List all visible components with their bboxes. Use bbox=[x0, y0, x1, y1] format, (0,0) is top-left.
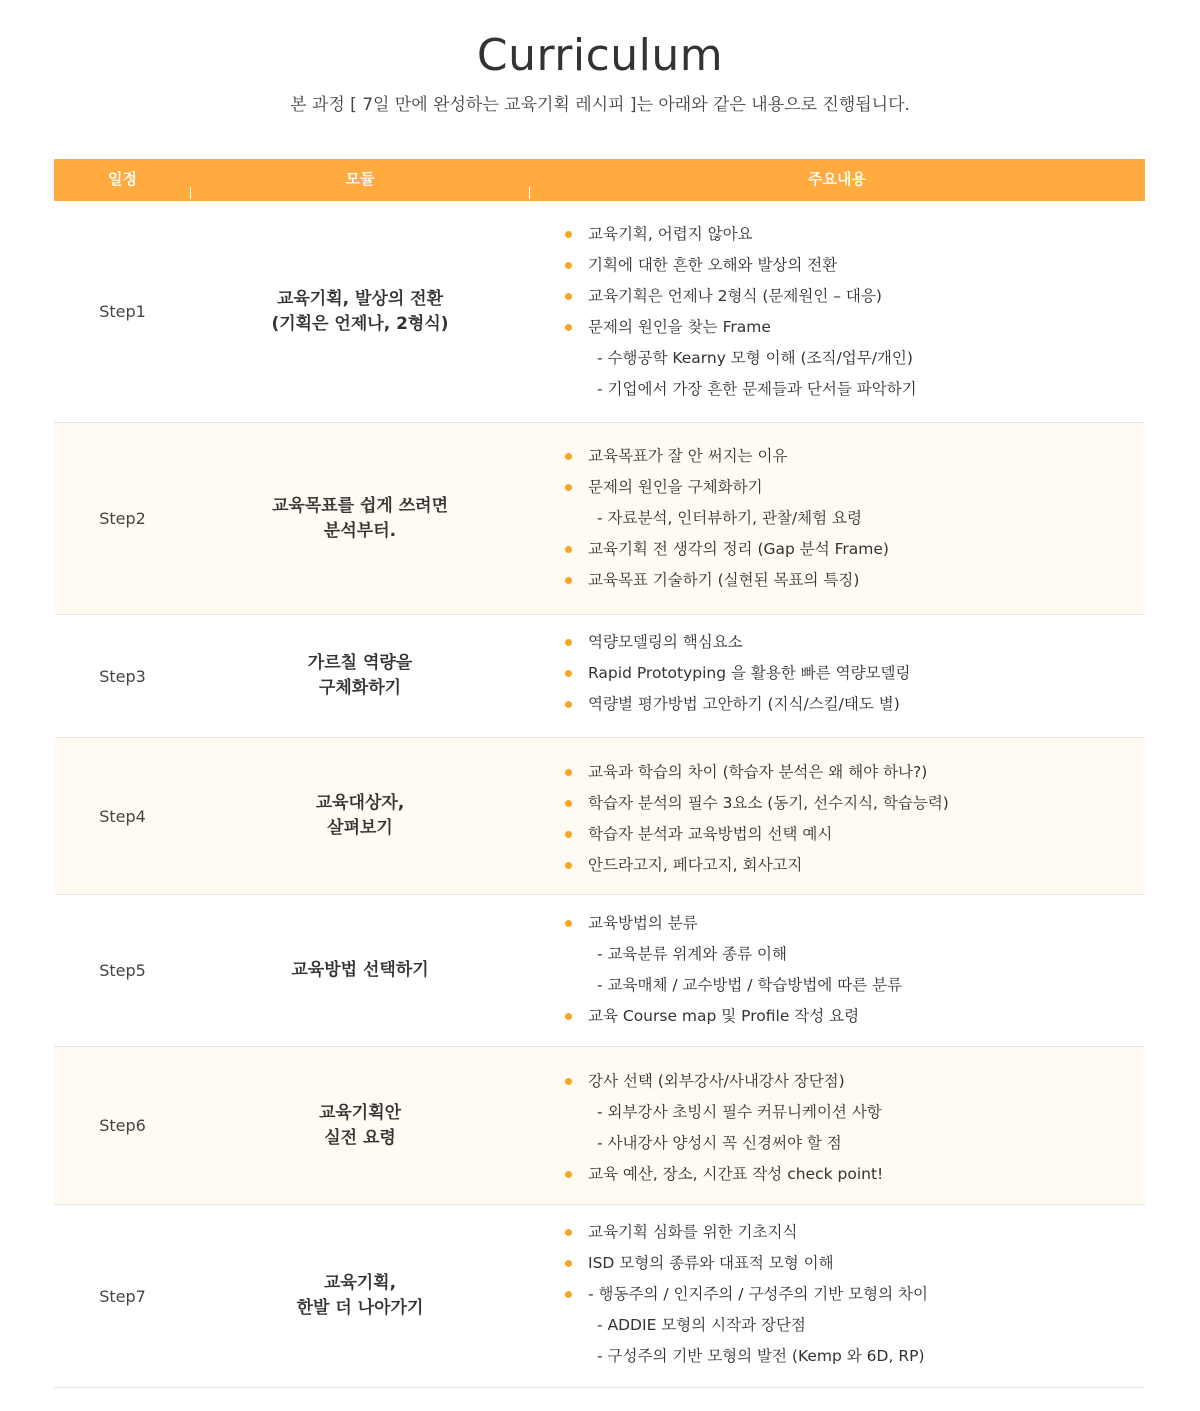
column-header-module: 모듈 bbox=[345, 170, 375, 188]
table-row bbox=[54, 1205, 1145, 1388]
module-cell bbox=[191, 1205, 529, 1387]
table-row bbox=[54, 895, 1145, 1047]
list-item-text: 역량모델링의 핵심요소 bbox=[588, 633, 743, 651]
list-item-text: Rapid Prototyping 을 활용한 빠른 역량모델링 bbox=[588, 664, 911, 682]
module-title: 교육방법 선택하기 bbox=[291, 960, 429, 980]
step-label: Step5 bbox=[99, 961, 146, 980]
bullet-dot-icon bbox=[565, 577, 572, 584]
curriculum-table bbox=[54, 159, 1145, 1388]
list-item-text: - 행동주의 / 인지주의 / 구성주의 기반 모형의 차이 bbox=[588, 1285, 928, 1303]
table-header bbox=[54, 159, 1145, 201]
bullet-dot-icon bbox=[565, 262, 572, 269]
table-row bbox=[54, 1047, 1145, 1205]
list-item-text: 교육목표 기술하기 (실현된 목표의 특징) bbox=[588, 571, 860, 589]
list-item-text: 교육기획은 언제나 2형식 (문제원인 – 대응) bbox=[588, 287, 882, 305]
step-label: Step2 bbox=[99, 509, 146, 528]
list-item-text: 강사 선택 (외부강사/사내강사 장단점) bbox=[588, 1072, 845, 1090]
list-item-text: - ADDIE 모형의 시작과 장단점 bbox=[597, 1316, 806, 1334]
bullet-dot-icon bbox=[565, 1078, 572, 1085]
module-cell bbox=[191, 895, 529, 1046]
bullet-dot-icon bbox=[565, 920, 572, 927]
step-label: Step4 bbox=[99, 806, 146, 826]
bullet-dot-icon bbox=[565, 453, 572, 460]
module-title: 가르칠 역량을 구체화하기 bbox=[307, 653, 413, 698]
list-item-text: 문제의 원인을 찾는 Frame bbox=[588, 318, 771, 336]
bullet-dot-icon bbox=[565, 1229, 572, 1236]
table-row bbox=[54, 738, 1145, 895]
step-label: Step7 bbox=[99, 1286, 146, 1306]
module-cell bbox=[191, 738, 529, 894]
module-cell bbox=[191, 423, 529, 614]
list-item-text: 학습자 분석의 필수 3요소 (동기, 선수지식, 학습능력) bbox=[588, 794, 949, 812]
bullet-dot-icon bbox=[565, 769, 572, 776]
bullet-dot-icon bbox=[565, 1013, 572, 1020]
list-item-text: 안드라고지, 페다고지, 회사고지 bbox=[588, 856, 803, 874]
bullet-dot-icon bbox=[565, 293, 572, 300]
table-row bbox=[54, 201, 1145, 423]
list-item-text: 역량별 평가방법 고안하기 (지식/스킬/태도 별) bbox=[588, 695, 900, 713]
list-item-text: 교육기획 심화를 위한 기초지식 bbox=[588, 1223, 798, 1241]
bullet-dot-icon bbox=[565, 231, 572, 238]
step-label: Step6 bbox=[99, 1116, 146, 1135]
bullet-dot-icon bbox=[565, 1260, 572, 1267]
module-cell bbox=[191, 1047, 529, 1204]
list-item-text: 기획에 대한 흔한 오해와 발상의 전환 bbox=[588, 256, 838, 274]
module-title: 교육기획, 한발 더 나아가기 bbox=[296, 1273, 424, 1318]
table-body bbox=[54, 201, 1145, 1388]
module-title: 교육대상자, 살펴보기 bbox=[315, 793, 405, 838]
module-title: 교육기획, 발상의 전환 (기획은 언제나, 2형식) bbox=[271, 288, 449, 334]
page-subtitle: 본 과정 [ 7일 만에 완성하는 교육기획 레시피 ]는 아래와 같은 내용으로 진행됩니다. bbox=[290, 95, 910, 115]
bullet-dot-icon bbox=[565, 324, 572, 331]
list-item-text: 문제의 원인을 구체화하기 bbox=[588, 478, 763, 496]
list-item-text: ISD 모형의 종류와 대표적 모형 이해 bbox=[588, 1254, 834, 1272]
module-title: 교육목표를 쉽게 쓰려면 분석부터. bbox=[271, 495, 449, 541]
list-item-text: - 구성주의 기반 모형의 발전 (Kemp 와 6D, RP) bbox=[597, 1347, 925, 1365]
list-item-text: 교육과 학습의 차이 (학습자 분석은 왜 해야 하나?) bbox=[588, 763, 928, 781]
bullet-dot-icon bbox=[565, 862, 572, 869]
step-label: Step1 bbox=[99, 302, 146, 321]
list-item-text: - 사내강사 양성시 꼭 신경써야 할 점 bbox=[597, 1134, 842, 1152]
table-row bbox=[54, 615, 1145, 738]
module-title: 교육기획안 실전 요령 bbox=[318, 1102, 402, 1148]
page-title: Curriculum bbox=[476, 30, 724, 81]
list-item-text: - 기업에서 가장 흔한 문제들과 단서들 파악하기 bbox=[597, 380, 917, 398]
list-item-text: 교육 Course map 및 Profile 작성 요령 bbox=[588, 1007, 860, 1025]
bullet-dot-icon bbox=[565, 639, 572, 646]
list-item-text: 교육 예산, 장소, 시간표 작성 check point! bbox=[588, 1165, 884, 1183]
bullet-dot-icon bbox=[565, 546, 572, 553]
bullet-dot-icon bbox=[565, 701, 572, 708]
bullet-dot-icon bbox=[565, 800, 572, 807]
bullet-dot-icon bbox=[565, 1291, 572, 1298]
list-item-text: 교육기획, 어렵지 않아요 bbox=[588, 225, 753, 243]
module-cell bbox=[191, 201, 529, 422]
column-header-schedule: 일정 bbox=[108, 170, 137, 188]
step-label: Step3 bbox=[99, 666, 146, 686]
list-item-text: - 자료분석, 인터뷰하기, 관찰/체험 요령 bbox=[597, 509, 862, 527]
list-item-text: 교육기획 전 생각의 정리 (Gap 분석 Frame) bbox=[588, 540, 889, 558]
table-row bbox=[54, 423, 1145, 615]
bullet-dot-icon bbox=[565, 484, 572, 491]
bullet-dot-icon bbox=[565, 670, 572, 677]
module-cell bbox=[191, 615, 529, 737]
list-item-text: 학습자 분석과 교육방법의 선택 예시 bbox=[588, 825, 833, 843]
list-item-text: - 수행공학 Kearny 모형 이해 (조직/업무/개인) bbox=[597, 349, 913, 367]
list-item-text: 교육방법의 분류 bbox=[588, 914, 698, 932]
list-item-text: - 교육매체 / 교수방법 / 학습방법에 따른 분류 bbox=[597, 976, 903, 994]
bullet-dot-icon bbox=[565, 831, 572, 838]
bullet-dot-icon bbox=[565, 1171, 572, 1178]
list-item-text: - 교육분류 위계와 종류 이해 bbox=[597, 945, 788, 963]
list-item-text: 교육목표가 잘 안 써지는 이유 bbox=[588, 447, 788, 465]
list-item-text: - 외부강사 초빙시 필수 커뮤니케이션 사항 bbox=[597, 1103, 882, 1121]
column-header-content: 주요내용 bbox=[808, 170, 866, 188]
